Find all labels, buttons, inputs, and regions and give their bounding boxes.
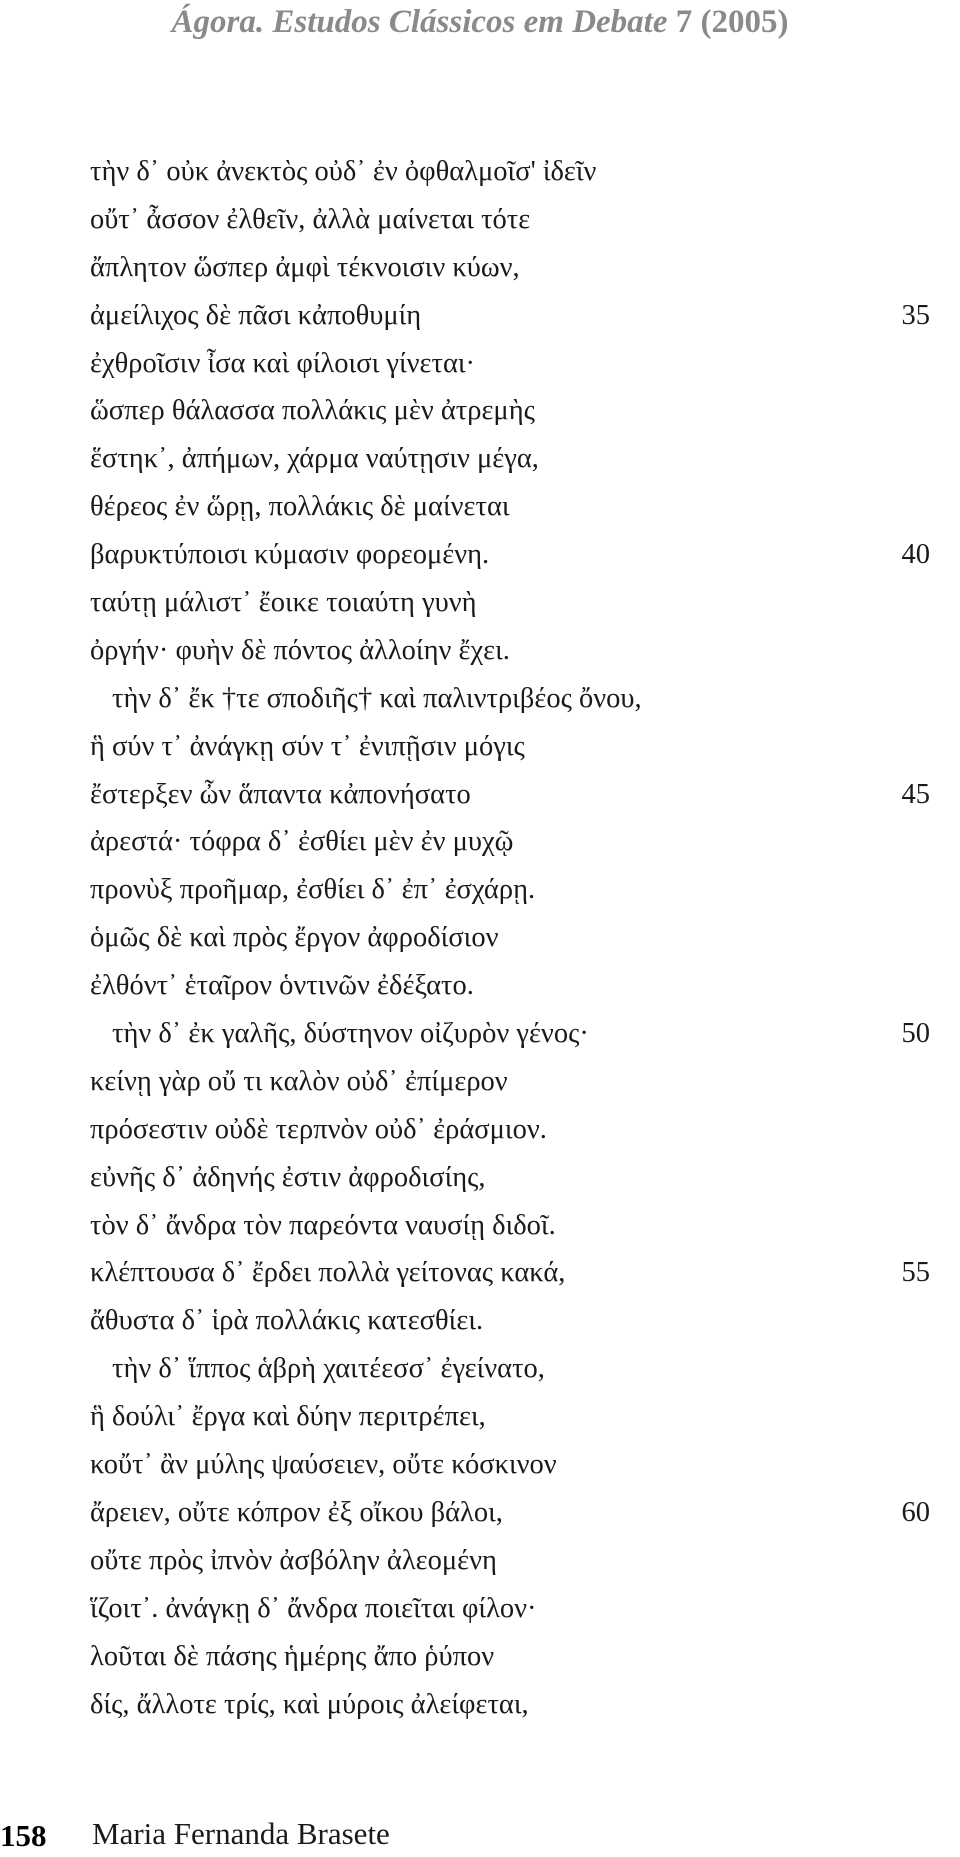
- line-number: 35: [901, 299, 930, 331]
- verse-line: [90, 771, 930, 819]
- verse-text: ἣ δούλι᾽ ἔργα καὶ δύην περιτρέπει,: [90, 1401, 486, 1433]
- verse-text: τὴν δ᾽ ἵππος ἁβρὴ χαιτέεσσ᾽ ἐγείνατο,: [112, 1353, 545, 1385]
- page-footer: [0, 1816, 960, 1857]
- journal-issue: 7 (2005): [675, 4, 789, 40]
- verse-text: τὸν δ᾽ ἄνδρα τὸν παρεόντα ναυσίῃ διδοῖ.: [90, 1209, 556, 1241]
- verse-text: κοὔτ᾽ ἂν μύλης ψαύσειεν, οὔτε κόσκινον: [90, 1449, 557, 1481]
- verse-line: [90, 1681, 930, 1729]
- verse-line: [90, 914, 930, 962]
- verse-line: [90, 962, 930, 1010]
- verse-line: [90, 1393, 930, 1441]
- verse-text: ἀμείλιχος δὲ πᾶσι κἀποθυμίη: [90, 299, 422, 331]
- verse-text: ἕστηκ᾽, ἀπήμων, χάρμα ναύτῃσιν μέγα,: [90, 443, 539, 475]
- line-number: 50: [901, 1018, 930, 1050]
- line-number: 40: [901, 539, 930, 571]
- verse-text: ἄπλητον ὥσπερ ἀμφὶ τέκνοισιν κύων,: [90, 251, 520, 283]
- verse-text: ὀργήν· φυὴν δὲ πόντος ἀλλοίην ἔχει.: [90, 634, 510, 666]
- verse-text: ἣ σύν τ᾽ ἀνάγκῃ σύν τ᾽ ἐνιπῇσιν μόγις: [90, 730, 525, 762]
- verse-text: πρόσεστιν οὐδὲ τερπνὸν οὐδ᾽ ἐράσμιον.: [90, 1113, 547, 1145]
- verse-line: [90, 1537, 930, 1585]
- verse-text: ὥσπερ θάλασσα πολλάκις μὲν ἀτρεμὴς: [90, 395, 535, 427]
- verse-line: [90, 244, 930, 292]
- verse-line: [90, 866, 930, 914]
- verse-line: [90, 483, 930, 531]
- verse-line: [90, 435, 930, 483]
- verse-line: [90, 579, 930, 627]
- verse-text: τὴν δ᾽ ἔκ †τε σποδιῆς† καὶ παλιντριβέος ὄνου,: [112, 682, 642, 714]
- line-number: 55: [901, 1257, 930, 1289]
- verse-text: ἐλθόντ᾽ ἑταῖρον ὁντινῶν ἐδέξατο.: [90, 970, 474, 1002]
- running-header: [0, 4, 960, 41]
- verse-line: [90, 675, 930, 723]
- verse-line: [90, 1585, 930, 1633]
- verse-line: [90, 723, 930, 771]
- line-number: 60: [901, 1496, 930, 1528]
- journal-title: Ágora. Estudos Clássicos em Debate: [171, 4, 668, 40]
- verse-line: [90, 531, 930, 579]
- verse-text: οὔτε πρὸς ἰπνὸν ἀσβόλην ἀλεομένη: [90, 1544, 497, 1576]
- verse-line: [90, 1058, 930, 1106]
- verse-text: ἐχθροῖσιν ἶσα καὶ φίλοισι γίνεται·: [90, 347, 476, 379]
- page-number: 158: [0, 1818, 47, 1853]
- verse-line: [90, 1441, 930, 1489]
- verse-text: δίς, ἄλλοτε τρίς, καὶ μύροις ἀλείφεται,: [90, 1688, 529, 1720]
- verse-line: [90, 1010, 930, 1058]
- verse-line: [90, 387, 930, 435]
- verse-text: τὴν δ᾽ ἐκ γαλῆς, δύστηνον οἰζυρὸν γένος·: [112, 1018, 589, 1050]
- verse-text: ἵζοιτ᾽. ἀνάγκῃ δ᾽ ἄνδρα ποιεῖται φίλον·: [90, 1592, 537, 1624]
- verse-line: [90, 1249, 930, 1297]
- verse-text: ἄθυστα δ᾽ ἱρὰ πολλάκις κατεσθίει.: [90, 1305, 484, 1337]
- verse-text: λοῦται δὲ πάσης ἡμέρης ἄπο ῥύπον: [90, 1640, 495, 1672]
- verse-line: [90, 1297, 930, 1345]
- verse-line: [90, 148, 930, 196]
- verse-line: [90, 1345, 930, 1393]
- verse-line: [90, 340, 930, 388]
- verse-line: [90, 1106, 930, 1154]
- verse-line: [90, 1154, 930, 1202]
- verse-text: θέρεος ἐν ὥρῃ, πολλάκις δὲ μαίνεται: [90, 491, 510, 523]
- author-name: Maria Fernanda Brasete: [92, 1816, 390, 1851]
- verse-text: ἄρειεν, οὔτε κόπρον ἐξ οἴκου βάλοι,: [90, 1496, 503, 1528]
- verse-text: οὔτ᾽ ἆσσον ἐλθεῖν, ἀλλὰ μαίνεται τότε: [90, 203, 531, 235]
- verse-text: ἔστερξεν ὦν ἅπαντα κἀπονήσατο: [90, 778, 471, 810]
- verse-text: εὐνῆς δ᾽ ἀδηνής ἐστιν ἀφροδισίης,: [90, 1161, 486, 1193]
- verse-line: [90, 818, 930, 866]
- verse-line: [90, 1202, 930, 1250]
- verse-text: ταύτῃ μάλιστ᾽ ἔοικε τοιαύτη γυνὴ: [90, 587, 477, 619]
- verse-text: τὴν δ᾽ οὐκ ἀνεκτὸς οὐδ᾽ ἐν ὀφθαλμοῖσ' ἰδεῖν: [90, 156, 597, 187]
- verse-line: [90, 196, 930, 244]
- verse-line: [90, 627, 930, 675]
- line-number: 45: [901, 778, 930, 810]
- poem-text: [90, 148, 930, 1728]
- verse-text: ὁμῶς δὲ καὶ πρὸς ἔργον ἀφροδίσιον: [90, 922, 499, 954]
- verse-text: προνὺξ προῆμαρ, ἐσθίει δ᾽ ἐπ᾽ ἐσχάρῃ.: [90, 874, 536, 906]
- verse-text: κείνῃ γὰρ οὔ τι καλὸν οὐδ᾽ ἐπίμερον: [90, 1065, 508, 1097]
- verse-text: ἀρεστά· τόφρα δ᾽ ἐσθίει μὲν ἐν μυχῷ: [90, 826, 514, 858]
- verse-line: [90, 1633, 930, 1681]
- verse-text: κλέπτουσα δ᾽ ἔρδει πολλὰ γείτονας κακά,: [90, 1257, 566, 1289]
- verse-line: [90, 1489, 930, 1537]
- verse-text: βαρυκτύποισι κύμασιν φορεομένη.: [90, 539, 490, 571]
- verse-line: [90, 292, 930, 340]
